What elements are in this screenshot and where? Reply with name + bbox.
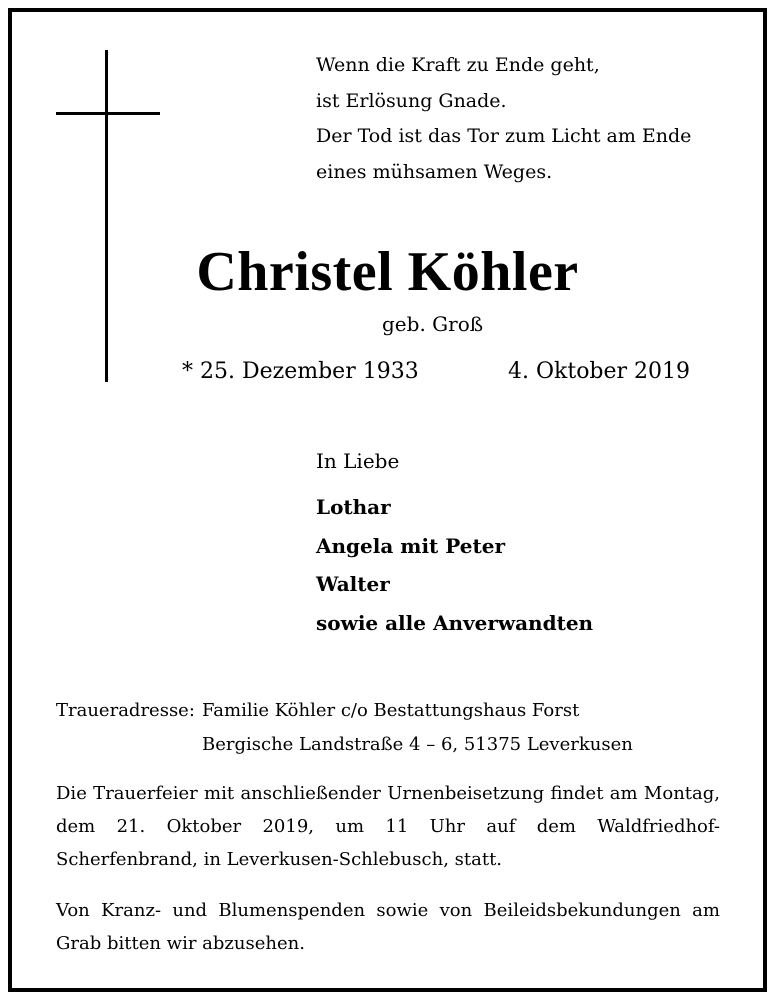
mourner-name: Angela mit Peter: [316, 533, 505, 558]
mourner-name: Walter: [316, 572, 390, 596]
death-date: 4. Oktober 2019: [508, 359, 691, 384]
mourning-address: [202, 694, 633, 762]
poem: [316, 48, 691, 190]
address-line: Familie Köhler c/o Bestattungshaus Forst: [202, 700, 580, 721]
poem-line: eines mühsamen Weges.: [316, 160, 553, 183]
ceremony-paragraph: Die Trauerfeier mit anschließender Urnenbeisetzung findet am Montag, dem 21. Oktober 2019, um 11 Uhr auf dem Waldfriedhof-Scherfenbrand, in Leverkusen-Schlebusch, statt.: [56, 783, 720, 870]
obituary-notice: [8, 8, 767, 992]
mourning-intro: In Liebe: [316, 449, 400, 473]
cross-horizontal-bar: [56, 112, 160, 115]
address-label: Traueradresse:: [56, 700, 195, 721]
birth-date: * 25. Dezember 1933: [182, 359, 419, 384]
mourner-name: sowie alle Anverwandten: [316, 610, 594, 635]
mourner-name: Lothar: [316, 495, 391, 519]
cross-vertical-bar: [105, 50, 108, 382]
cross-icon: [56, 50, 160, 382]
deceased-name: Christel Köhler: [196, 241, 579, 303]
address-line: Bergische Landstraße 4 – 6, 51375 Leverkusen: [202, 734, 633, 755]
maiden-name: geb. Groß: [382, 312, 484, 336]
mourner-list: [316, 488, 593, 642]
poem-line: Der Tod ist das Tor zum Licht am Ende: [316, 125, 692, 147]
poem-line: ist Erlösung Gnade.: [316, 89, 507, 112]
flowers-paragraph: Von Kranz- und Blumenspenden sowie von Beileidsbekundungen am Grab bitten wir abzusehen.: [56, 900, 720, 954]
poem-line: Wenn die Kraft zu Ende geht,: [316, 54, 600, 76]
